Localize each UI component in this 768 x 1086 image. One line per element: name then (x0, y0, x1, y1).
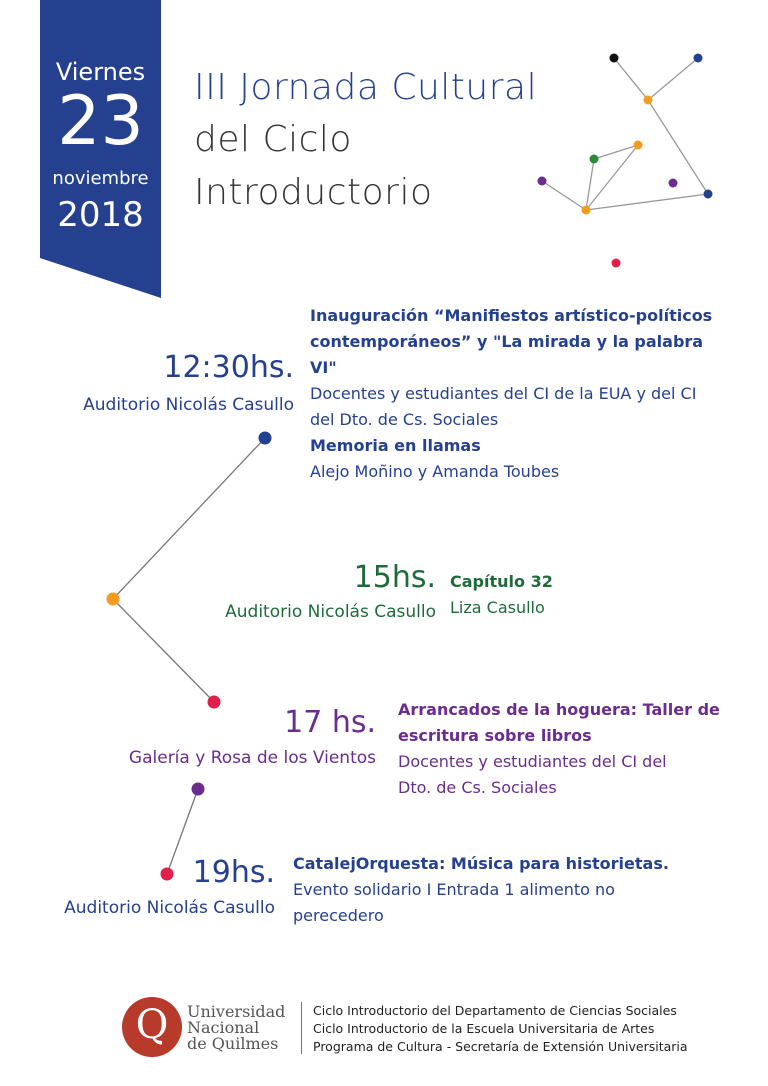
unq-logo (122, 997, 182, 1057)
event-3-desc-line-1: Docentes y estudiantes del CI del (398, 752, 667, 771)
event-3-details (398, 697, 758, 801)
title-line-3: Introductorio (194, 172, 433, 213)
unq-logo-letter: Q (135, 1002, 169, 1048)
event-4-venue: Auditorio Nicolás Casullo (64, 898, 275, 918)
event-1-desc-2: Alejo Moñino y Amanda Toubes (310, 462, 560, 481)
event-3-title-line-2: escritura sobre libros (398, 726, 592, 745)
node-blue-2 (704, 190, 713, 199)
event-4-title: CatalejOrquesta: Música para historietas. (293, 854, 669, 873)
title-line-1: III Jornada Cultural (194, 67, 538, 108)
university-name (187, 1004, 285, 1052)
node-purple-2 (669, 179, 678, 188)
node-green (590, 155, 599, 164)
constellation-graphic (530, 45, 730, 275)
event-1-venue: Auditorio Nicolás Casullo (83, 395, 294, 415)
date-year: 2018 (57, 195, 144, 235)
date-month: noviembre (52, 168, 149, 189)
node-blue-1 (694, 54, 703, 63)
node-orange-3 (582, 206, 591, 215)
university-line-3: de Quilmes (187, 1034, 279, 1053)
event-1-title-line-1: Inauguración “Manifiestos artístico-políticos (310, 306, 713, 325)
timeline-dot-purple (192, 783, 205, 796)
node-red (612, 259, 621, 268)
event-4-desc-line-1: Evento solidario I Entrada 1 alimento no (293, 880, 615, 899)
node-black (610, 54, 619, 63)
university-line-1: Universidad (187, 1002, 286, 1021)
university-line-2: Nacional (187, 1018, 260, 1037)
timeline-dot-red-2 (161, 868, 174, 881)
footer-credit-2: Ciclo Introductorio de la Escuela Universitaria de Artes (313, 1021, 655, 1036)
event-1-title-line-3: VI" (310, 358, 337, 377)
event-2-details (450, 569, 710, 621)
event-1-desc-line-2: del Dto. de Cs. Sociales (310, 410, 499, 429)
footer-credit-3: Programa de Cultura - Secretaría de Extensión Universitaria (313, 1039, 688, 1054)
event-1-title-2: Memoria en llamas (310, 436, 481, 455)
event-2-time: 15hs. (353, 560, 436, 595)
node-purple-1 (538, 177, 547, 186)
node-orange-1 (644, 96, 653, 105)
timeline-dot-red-1 (208, 696, 221, 709)
footer-credit-1: Ciclo Introductorio del Departamento de Ciencias Sociales (313, 1003, 677, 1018)
event-2-title: Capítulo 32 (450, 572, 553, 591)
title-line-2: del Ciclo (194, 119, 352, 160)
footer-divider (301, 1002, 302, 1054)
event-3-time: 17 hs. (284, 705, 376, 740)
event-4-details (293, 851, 733, 929)
event-1-details (310, 303, 750, 485)
event-1-title-line-2: contemporáneos” y "La mirada y la palabra (310, 332, 704, 351)
date-weekday: Viernes (55, 58, 146, 86)
event-1-time: 12:30hs. (163, 350, 294, 385)
date-day: 23 (57, 82, 144, 161)
event-1-desc-line-1: Docentes y estudiantes del CI de la EUA y del CI (310, 384, 697, 403)
event-3-desc-line-2: Dto. de Cs. Sociales (398, 778, 557, 797)
event-3-title-line-1: Arrancados de la hoguera: Taller de (398, 700, 720, 719)
event-2-venue: Auditorio Nicolás Casullo (225, 602, 436, 622)
timeline-dot-blue (259, 432, 272, 445)
event-2-desc: Liza Casullo (450, 598, 545, 617)
timeline-graphic (0, 420, 300, 890)
timeline-dot-orange (107, 593, 120, 606)
event-4-desc-line-2: perecedero (293, 906, 384, 925)
event-4-time: 19hs. (192, 855, 275, 890)
event-3-venue: Galería y Rosa de los Vientos (128, 748, 376, 768)
node-orange-2 (634, 141, 643, 150)
